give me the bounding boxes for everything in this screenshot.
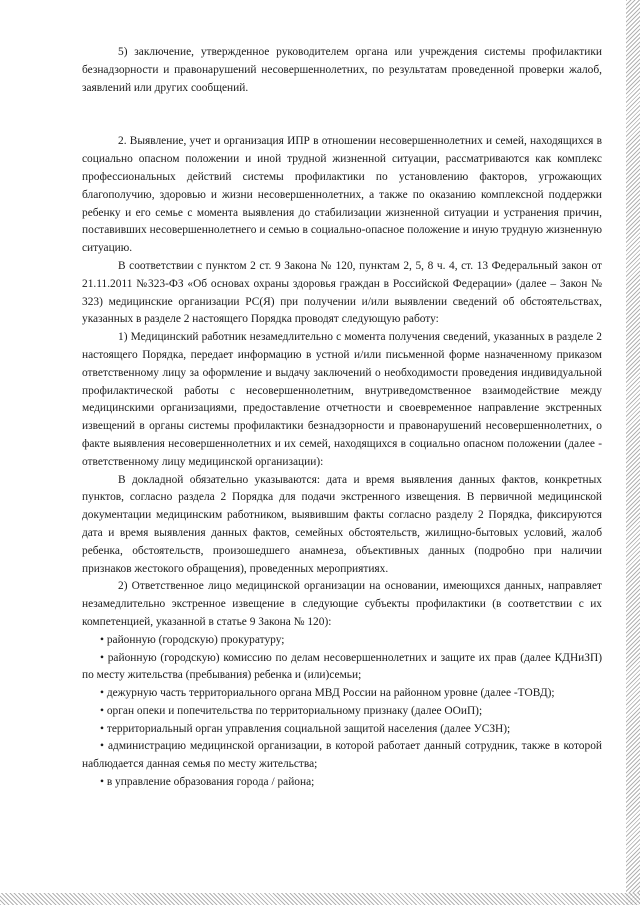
paragraph-item-5: 5) заключение, утвержденное руководителем органа или учреждения системы профилактики безнадзорности и правонарушений несовершеннолетних, по результатам проведенной проверки жалоб, заявлений или других сообщений.: [82, 46, 602, 94]
paragraph-section-2: 2. Выявление, учет и организация ИПР в отношении несовершеннолетних и семей, находящихся в социально опасном положении и иной трудной жизненной ситуации, рассматриваются как комплекс профессиональных действий системы профилактики по установлению факторов, угрожающих благополучию, здоровью и жизни несовершеннолетних, а также по оказанию комплексной поддержки ребенку и его семье с момента выявления до стабилизации жизненной ситуации и устранения причин, поставивших несовершеннолетнего и семью в социально-опасное положение и иную трудную жизненную ситуацию.: [82, 135, 602, 255]
scan-edge-bottom: [0, 893, 640, 905]
bullet-tovd: • дежурную часть территориального органа МВД России на районном уровне (далее -ТОВД);: [100, 687, 555, 700]
paragraph-item-1: 1) Медицинский работник незамедлительно с момента получения сведений, указанных в разделе 2 настоящего Порядка, передает информацию в устной и/или письменной форме назначенному приказом ответственному лицу за оформление и выдачу заключений о необходимости проведения индивидуальной профилактической работы с несовершеннолетним, внутриведомственное взаимодействие между медицинскими организациями, предоставление отчетности и своевременное направление экстренных извещений в органы системы профилактики безнадзорности и правонарушений несовершеннолетних, о факте выявления несовершеннолетних и их семей, находящихся в социально опасном положении (далее - ответственному лицу медицинской организации):: [82, 331, 602, 468]
bullet-uszn: • территориальный орган управления социальной защитой населения (далее УСЗН);: [100, 722, 511, 735]
bullet-medical-admin: • администрацию медицинской организации, в которой работает данный сотрудник, также в которой наблюдается данная семья по месту жительства;: [82, 740, 602, 771]
paragraph-report: В докладной обязательно указываются: дата и время выявления данных фактов, конкретных пунктов, согласно раздела 2 Порядка для подачи экстренного извещения. В первичной медицинской документации медицинским работником, выявившим факты согласно разделу 2 Порядка, фиксируются дата и время выявления данных фактов, семейных обстоятельств, жилищно-бытовых условий, жалоб ребенка, обстоятельств, произошедшего анамнеза, объективных данных (подробно при наличии признаков жестокого обращения), проведенных мероприятиях.: [82, 473, 602, 575]
paragraph-item-2: 2) Ответственное лицо медицинской организации на основании, имеющихся данных, направляет незамедлительно экстренное извещение в следующие субъекты профилактики (в соответствии с их компетенцией, указанной в статье 9 Закона № 120):: [82, 580, 602, 628]
scan-edge-right: [626, 0, 640, 905]
paragraph-law-reference: В соответствии с пунктом 2 ст. 9 Закона № 120, пунктам 2, 5, 8 ч. 4, ст. 13 Федеральный закон от 21.11.2011 №323-ФЗ «Об основах охраны здоровья граждан в Российской Федерации» (далее – Закон № 323) медицинские организации РС(Я) при получении и/или выявлении сведений об обстоятельствах, указанных в разделе 2 настоящего Порядка проводят следующую работу:: [82, 259, 602, 326]
document-body: [82, 44, 602, 792]
bullet-guardianship: • орган опеки и попечительства по территориальному признаку (далее ООиП);: [100, 704, 483, 717]
bullet-education: • в управление образования города / района;: [100, 776, 315, 789]
bullet-prosecutor: • районную (городскую) прокуратуру;: [100, 633, 285, 646]
bullet-kdnizp: • районную (городскую) комиссию по делам несовершеннолетних и защите их прав (далее КДНиЗП) по месту жительства (пребывания) ребенка и (или)семьи;: [82, 651, 602, 682]
